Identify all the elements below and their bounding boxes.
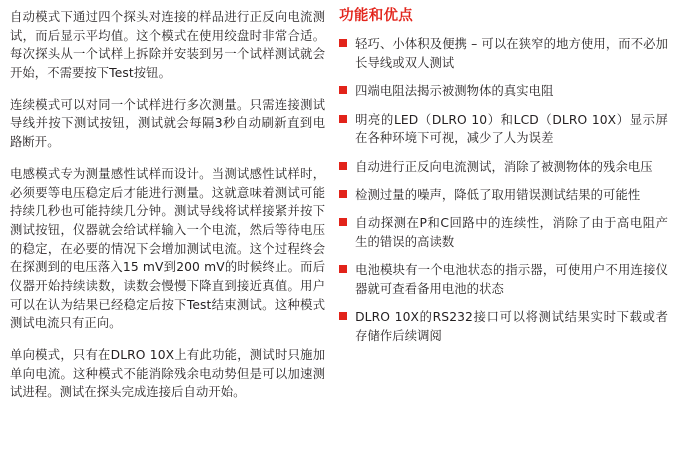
list-item-label: 四端电阻法揭示被测物体的真实电阻 (355, 84, 554, 99)
features-list (339, 35, 668, 345)
list-item (339, 308, 668, 345)
list-item-label: 轻巧、小体积及便携 – 可以在狭窄的地方使用，而不必加长导线或双人测试 (355, 37, 668, 70)
paragraph-continuous-mode: 连续模式可以对同一个试样进行多次测量。只需连接测试导线并按下测试按钮，测试就会每隔3秒自动刷新直到电路断开。 (10, 97, 326, 150)
list-item-label: 自动探测在P和C回路中的连续性，消除了由于高电阻产生的错误的高读数 (355, 216, 668, 249)
features-heading: 功能和优点 (339, 8, 414, 24)
paragraph-inductive-mode: 电感模式专为测量感性试样而设计。当测试感性试样时，必须要等电压稳定后才能进行测量。这就意味着测试可能持续几秒也可能持续几分钟。测试导线将试样接紧并按下测试按钮，仪器就会给试样输入一个电流，然后等待电压的稳定，在必要的情况下会增加测试电流。这个过程终会在探测到的电压落入15 mV到200 mV的时候终止。而后仪器开始持续读数，读数会慢慢下降直到接近真值。用户可以在认为结果已经稳定后按下Test结束测试。这种模式测试电流只有正向。 (10, 166, 326, 331)
list-item-label: DLRO 10X的RS232接口可以将测试结果实时下载或者存储作后续调阅 (355, 310, 668, 343)
list-item (339, 261, 668, 298)
square-bullet-icon (339, 190, 347, 198)
paragraph-unidirectional-mode: 单向模式，只有在DLRO 10X上有此功能，测试时只施加单向电流。这种模式不能消除残余电动势但是可以加速测试进程。测试在探头完成连接后自动开始。 (10, 348, 326, 400)
left-text-column (10, 8, 335, 402)
list-item (339, 35, 668, 72)
square-bullet-icon (339, 218, 347, 226)
square-bullet-icon (339, 39, 347, 47)
list-item (339, 214, 668, 251)
square-bullet-icon (339, 265, 347, 273)
square-bullet-icon (339, 162, 347, 170)
list-item (339, 186, 668, 204)
paragraph-auto-mode: 自动模式下通过四个探头对连接的样品进行正反向电流测试，而后显示平均值。这个模式在使用绞盘时非常合适。每次探头从一个试样上拆除并安装到另一个试样测试就会开始，不需要按下Test按钮。 (10, 10, 326, 81)
list-item (339, 111, 668, 148)
list-item-label: 电池模块有一个电池状态的指示器，可使用户不用连接仪器就可查看备用电池的状态 (355, 263, 668, 296)
right-features-column (335, 8, 668, 345)
list-item (339, 158, 668, 176)
list-item-label: 检测过量的噪声，降低了取用错误测试结果的可能性 (355, 188, 641, 203)
square-bullet-icon (339, 115, 347, 123)
list-item (339, 82, 668, 100)
list-item-label: 自动进行正反向电流测试，消除了被测物体的残余电压 (355, 159, 653, 174)
square-bullet-icon (339, 86, 347, 94)
list-item-label: 明亮的LED（DLRO 10）和LCD（DLRO 10X）显示屏在各种环境下可视，减少了人为误差 (355, 112, 668, 146)
square-bullet-icon (339, 312, 347, 320)
